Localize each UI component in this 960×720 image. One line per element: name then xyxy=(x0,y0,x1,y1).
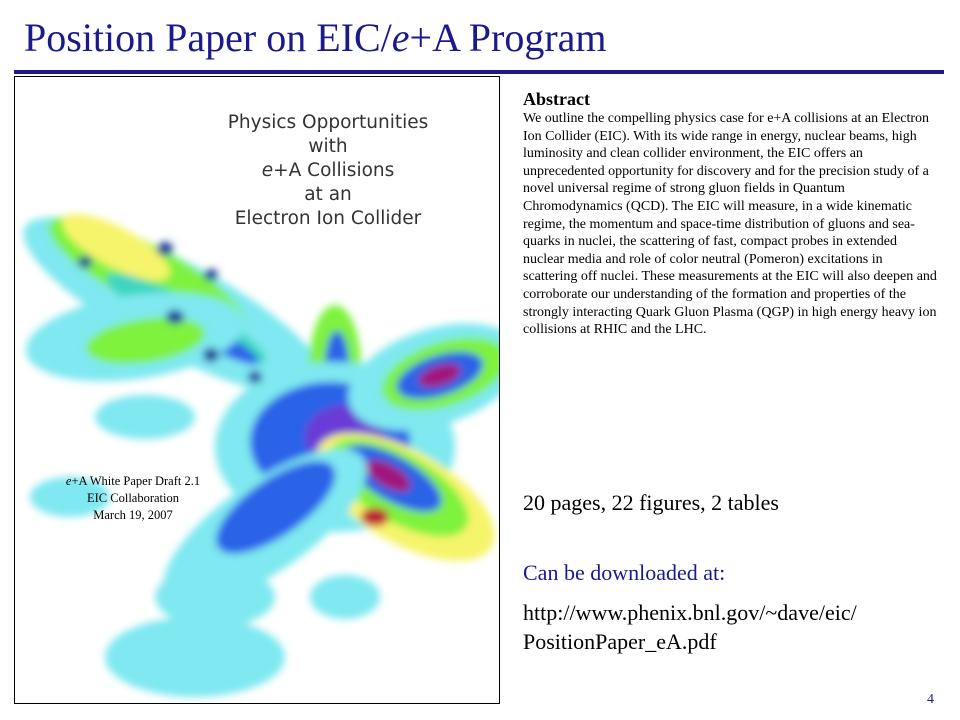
cover-title-line-rest: +A Collisions xyxy=(273,160,395,181)
paper-cover-image xyxy=(14,76,500,704)
title-italic-e: e xyxy=(391,15,410,60)
title-prefix: Position Paper on EIC/ xyxy=(24,15,392,60)
download-url-line: PositionPaper_eA.pdf xyxy=(523,629,717,654)
cover-info-line xyxy=(53,473,213,490)
cover-title-line: at an xyxy=(304,184,352,205)
title-suffix: +A Program xyxy=(409,15,607,60)
download-link[interactable] xyxy=(523,598,943,656)
abstract-body: We outline the compelling physics case for e+A collisions at an Electron Ion Collider (EIC). With its wide range in energy, nuclear beams, high luminosity and clean collider environment, the EIC offers an unprecedented opportunity for discovery and for the precision study of a novel universal regime of strong gluon fields in Quantum Chromodynamics (QCD). The EIC will measure, in a wide kinematic regime, the momentum and space-time distribution of gluons and sea-quarks in nuclei, the scattering of fast, compact probes in extended nuclear media and role of color neutral (Pomeron) excitations in scattering off nuclei. These measurements at the EIC will also deepen and corroborate our understanding of the formation and properties of the strongly interacting Quark Gluon Plasma (QGP) in high energy heavy ion collisions at RHIC and the LHC. xyxy=(523,111,937,338)
cover-title-line: with xyxy=(308,136,348,157)
abstract-heading: Abstract xyxy=(523,89,590,109)
abstract-section xyxy=(523,88,943,339)
paper-stats: 20 pages, 22 figures, 2 tables xyxy=(523,490,779,515)
cover-info-line: March 19, 2007 xyxy=(93,508,173,522)
cover-title-line: Physics Opportunities xyxy=(227,112,429,133)
cover-title-line xyxy=(225,159,431,183)
cover-title-italic-e: e xyxy=(261,160,274,181)
cover-info xyxy=(53,473,213,524)
cover-info-italic-e: e xyxy=(65,474,72,488)
page-number: 4 xyxy=(927,692,934,707)
download-label: Can be downloaded at: xyxy=(523,560,726,585)
title-underline xyxy=(14,70,944,74)
cover-info-line1-rest: +A White Paper Draft 2.1 xyxy=(71,474,201,488)
download-url-line: http://www.phenix.bnl.gov/~dave/eic/ xyxy=(523,600,857,625)
cover-title xyxy=(225,111,431,231)
cover-title-line: Electron Ion Collider xyxy=(234,208,422,229)
cover-info-line: EIC Collaboration xyxy=(87,491,179,505)
slide-title xyxy=(24,14,607,61)
